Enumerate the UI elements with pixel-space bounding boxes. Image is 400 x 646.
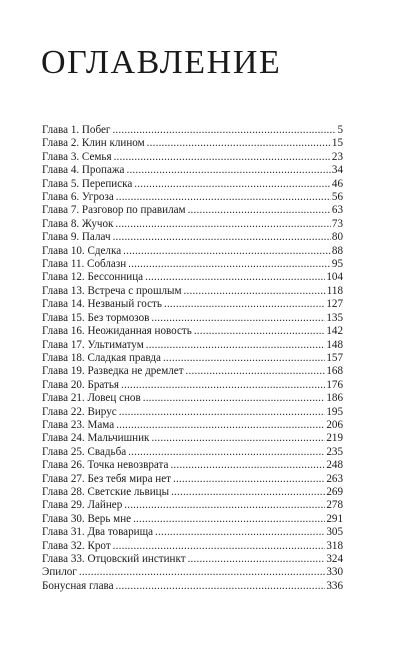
toc-entry-page-number: 73 [331, 217, 343, 230]
page-title: ОГЛАВЛЕНИЕ [41, 44, 282, 81]
toc-entry-page-number: 148 [326, 338, 343, 351]
dot-leader [114, 151, 331, 164]
toc-entry-page-number: 95 [331, 258, 343, 271]
toc-entry [42, 365, 343, 378]
toc-entry [42, 432, 343, 445]
dot-leader [124, 499, 325, 512]
dot-leader [155, 526, 325, 539]
toc-entry [42, 459, 343, 472]
dot-leader [186, 365, 326, 378]
toc-entry-page-number: 80 [331, 231, 343, 244]
toc-entry-label: Глава 9. Палач [42, 231, 111, 244]
toc-entry [42, 271, 343, 284]
toc-entry [42, 419, 343, 432]
toc-entry [42, 553, 343, 566]
dot-leader [123, 245, 331, 258]
toc-entry [42, 312, 343, 325]
toc-entry-label: Глава 12. Бессонница [42, 271, 144, 284]
toc-entry-label: Глава 33. Отцовский инстинкт [42, 553, 186, 565]
toc-entry [42, 325, 343, 338]
dot-leader [151, 432, 325, 445]
toc-entry-label: Глава 28. Светские львицы [42, 485, 170, 498]
toc-entry [42, 446, 343, 459]
toc-entry-page-number: 23 [331, 150, 343, 163]
dot-leader [146, 339, 326, 352]
toc-entry [42, 580, 343, 593]
toc-entry-page-number: 219 [326, 432, 343, 445]
dot-leader [173, 473, 325, 486]
toc-entry-label: Глава 31. Два товарища [42, 526, 154, 539]
toc-entry-page-number: 176 [326, 378, 343, 391]
toc-entry [42, 379, 343, 392]
dot-leader [170, 459, 325, 472]
dot-leader [113, 540, 326, 553]
toc-entry-label: Глава 23. Мама [42, 418, 115, 431]
toc-entry-label: Глава 19. Разведка не дремлет [42, 365, 184, 378]
dot-leader [128, 446, 325, 459]
toc-entry-page-number: 305 [326, 526, 343, 539]
toc-entry [42, 486, 343, 499]
table-of-contents [42, 124, 343, 593]
toc-entry-page-number: 63 [331, 204, 343, 217]
toc-entry-page-number: 324 [326, 553, 343, 565]
toc-entry-label: Глава 27. Без тебя мира нет [42, 472, 171, 485]
toc-entry-page-number: 34 [331, 164, 343, 177]
toc-entry [42, 164, 343, 177]
dot-leader [184, 285, 326, 298]
dot-leader [116, 419, 325, 432]
toc-entry-page-number: 186 [326, 392, 343, 405]
toc-entry [42, 178, 343, 191]
toc-entry [42, 392, 343, 405]
toc-entry [42, 352, 343, 365]
dot-leader [79, 566, 326, 579]
toc-entry-page-number: 195 [326, 405, 343, 418]
toc-entry-label: Глава 32. Крот [42, 539, 111, 552]
toc-entry [42, 285, 343, 298]
dot-leader [188, 204, 331, 217]
dot-leader [151, 312, 325, 325]
toc-entry-page-number: 15 [331, 137, 343, 150]
toc-entry-page-number: 206 [326, 418, 343, 431]
toc-entry-page-number: 291 [326, 512, 343, 525]
dot-leader [121, 379, 325, 392]
toc-entry-label: Глава 4. Пропажа [42, 164, 125, 177]
toc-entry [42, 499, 343, 512]
dot-leader [113, 231, 331, 244]
toc-entry-label: Глава 29. Лайнер [42, 499, 123, 512]
toc-entry [42, 298, 343, 311]
toc-entry-page-number: 263 [326, 472, 343, 485]
toc-entry-page-number: 318 [326, 539, 343, 552]
toc-entry-page-number: 168 [326, 365, 343, 378]
toc-entry [42, 151, 343, 164]
toc-entry-label: Глава 13. Встреча с прошлым [42, 284, 182, 297]
dot-leader [145, 271, 325, 284]
toc-entry-label: Бонусная глава [42, 579, 114, 592]
toc-entry-label: Глава 16. Неожиданная новость [42, 325, 192, 338]
toc-entry-label: Глава 14. Незваный гость [42, 298, 162, 311]
toc-entry-label: Глава 7. Разговор по правилам [42, 204, 186, 217]
toc-entry [42, 526, 343, 539]
dot-leader [112, 124, 336, 137]
toc-entry-label: Глава 6. Угроза [42, 191, 114, 204]
toc-entry-label: Глава 30. Верь мне [42, 512, 132, 525]
toc-entry-label: Глава 15. Без тормозов [42, 311, 150, 324]
dot-leader [188, 553, 326, 566]
toc-entry-label: Глава 25. Свадьба [42, 445, 127, 458]
toc-entry-page-number: 142 [326, 325, 343, 338]
toc-entry-label: Глава 18. Сладкая правда [42, 351, 161, 364]
dot-leader [126, 164, 330, 177]
toc-entry-label: Глава 3. Семья [42, 150, 112, 163]
toc-entry-page-number: 157 [326, 351, 343, 364]
toc-entry [42, 258, 343, 271]
toc-entry [42, 137, 343, 150]
dot-leader [116, 580, 326, 593]
toc-entry-page-number: 269 [326, 485, 343, 498]
dot-leader [128, 258, 331, 271]
toc-entry-label: Глава 5. Переписка [42, 177, 133, 190]
toc-entry-label: Глава 24. Мальчишник [42, 432, 150, 445]
toc-entry-label: Глава 2. Клин клином [42, 137, 145, 150]
toc-entry-label: Глава 1. Побег [42, 124, 111, 136]
toc-entry-page-number: 330 [326, 566, 343, 579]
toc-entry-label: Глава 20. Братья [42, 378, 120, 391]
toc-entry-label: Глава 26. Точка невозврата [42, 459, 169, 472]
toc-entry-page-number: 46 [331, 177, 343, 190]
toc-entry-label: Глава 17. Ультиматум [42, 338, 144, 351]
dot-leader [143, 392, 326, 405]
toc-entry [42, 245, 343, 258]
toc-entry-page-number: 235 [326, 445, 343, 458]
toc-entry-label: Глава 21. Ловец снов [42, 392, 141, 405]
toc-entry-page-number: 336 [326, 579, 343, 592]
toc-entry [42, 191, 343, 204]
toc-entry-page-number: 56 [331, 191, 343, 204]
toc-entry-label: Глава 8. Жучок [42, 217, 114, 230]
dot-leader [163, 352, 325, 365]
toc-entry [42, 566, 343, 579]
toc-entry-label: Глава 10. Сделка [42, 244, 122, 257]
dot-leader [133, 513, 325, 526]
toc-entry-label: Глава 11. Соблазн [42, 258, 127, 271]
toc-entry [42, 218, 343, 231]
dot-leader [115, 218, 331, 231]
toc-entry [42, 231, 343, 244]
toc-entry [42, 513, 343, 526]
dot-leader [116, 191, 331, 204]
toc-entry [42, 406, 343, 419]
toc-entry [42, 124, 343, 137]
toc-entry-page-number: 104 [326, 271, 343, 284]
dot-leader [194, 325, 326, 338]
dot-leader [147, 137, 331, 150]
toc-entry-page-number: 5 [337, 124, 343, 136]
dot-leader [119, 406, 326, 419]
toc-entry-page-number: 88 [331, 244, 343, 257]
toc-entry-page-number: 127 [326, 298, 343, 311]
toc-entry-label: Эпилог [42, 566, 77, 579]
toc-entry-page-number: 118 [326, 284, 343, 297]
toc-entry-page-number: 278 [326, 499, 343, 512]
toc-entry-page-number: 135 [326, 311, 343, 324]
dot-leader [164, 298, 325, 311]
toc-entry [42, 339, 343, 352]
toc-entry-label: Глава 22. Вирус [42, 405, 117, 418]
dot-leader [134, 178, 331, 191]
dot-leader [171, 486, 325, 499]
toc-entry-page-number: 248 [326, 459, 343, 472]
toc-entry [42, 540, 343, 553]
toc-entry [42, 204, 343, 217]
toc-entry [42, 473, 343, 486]
